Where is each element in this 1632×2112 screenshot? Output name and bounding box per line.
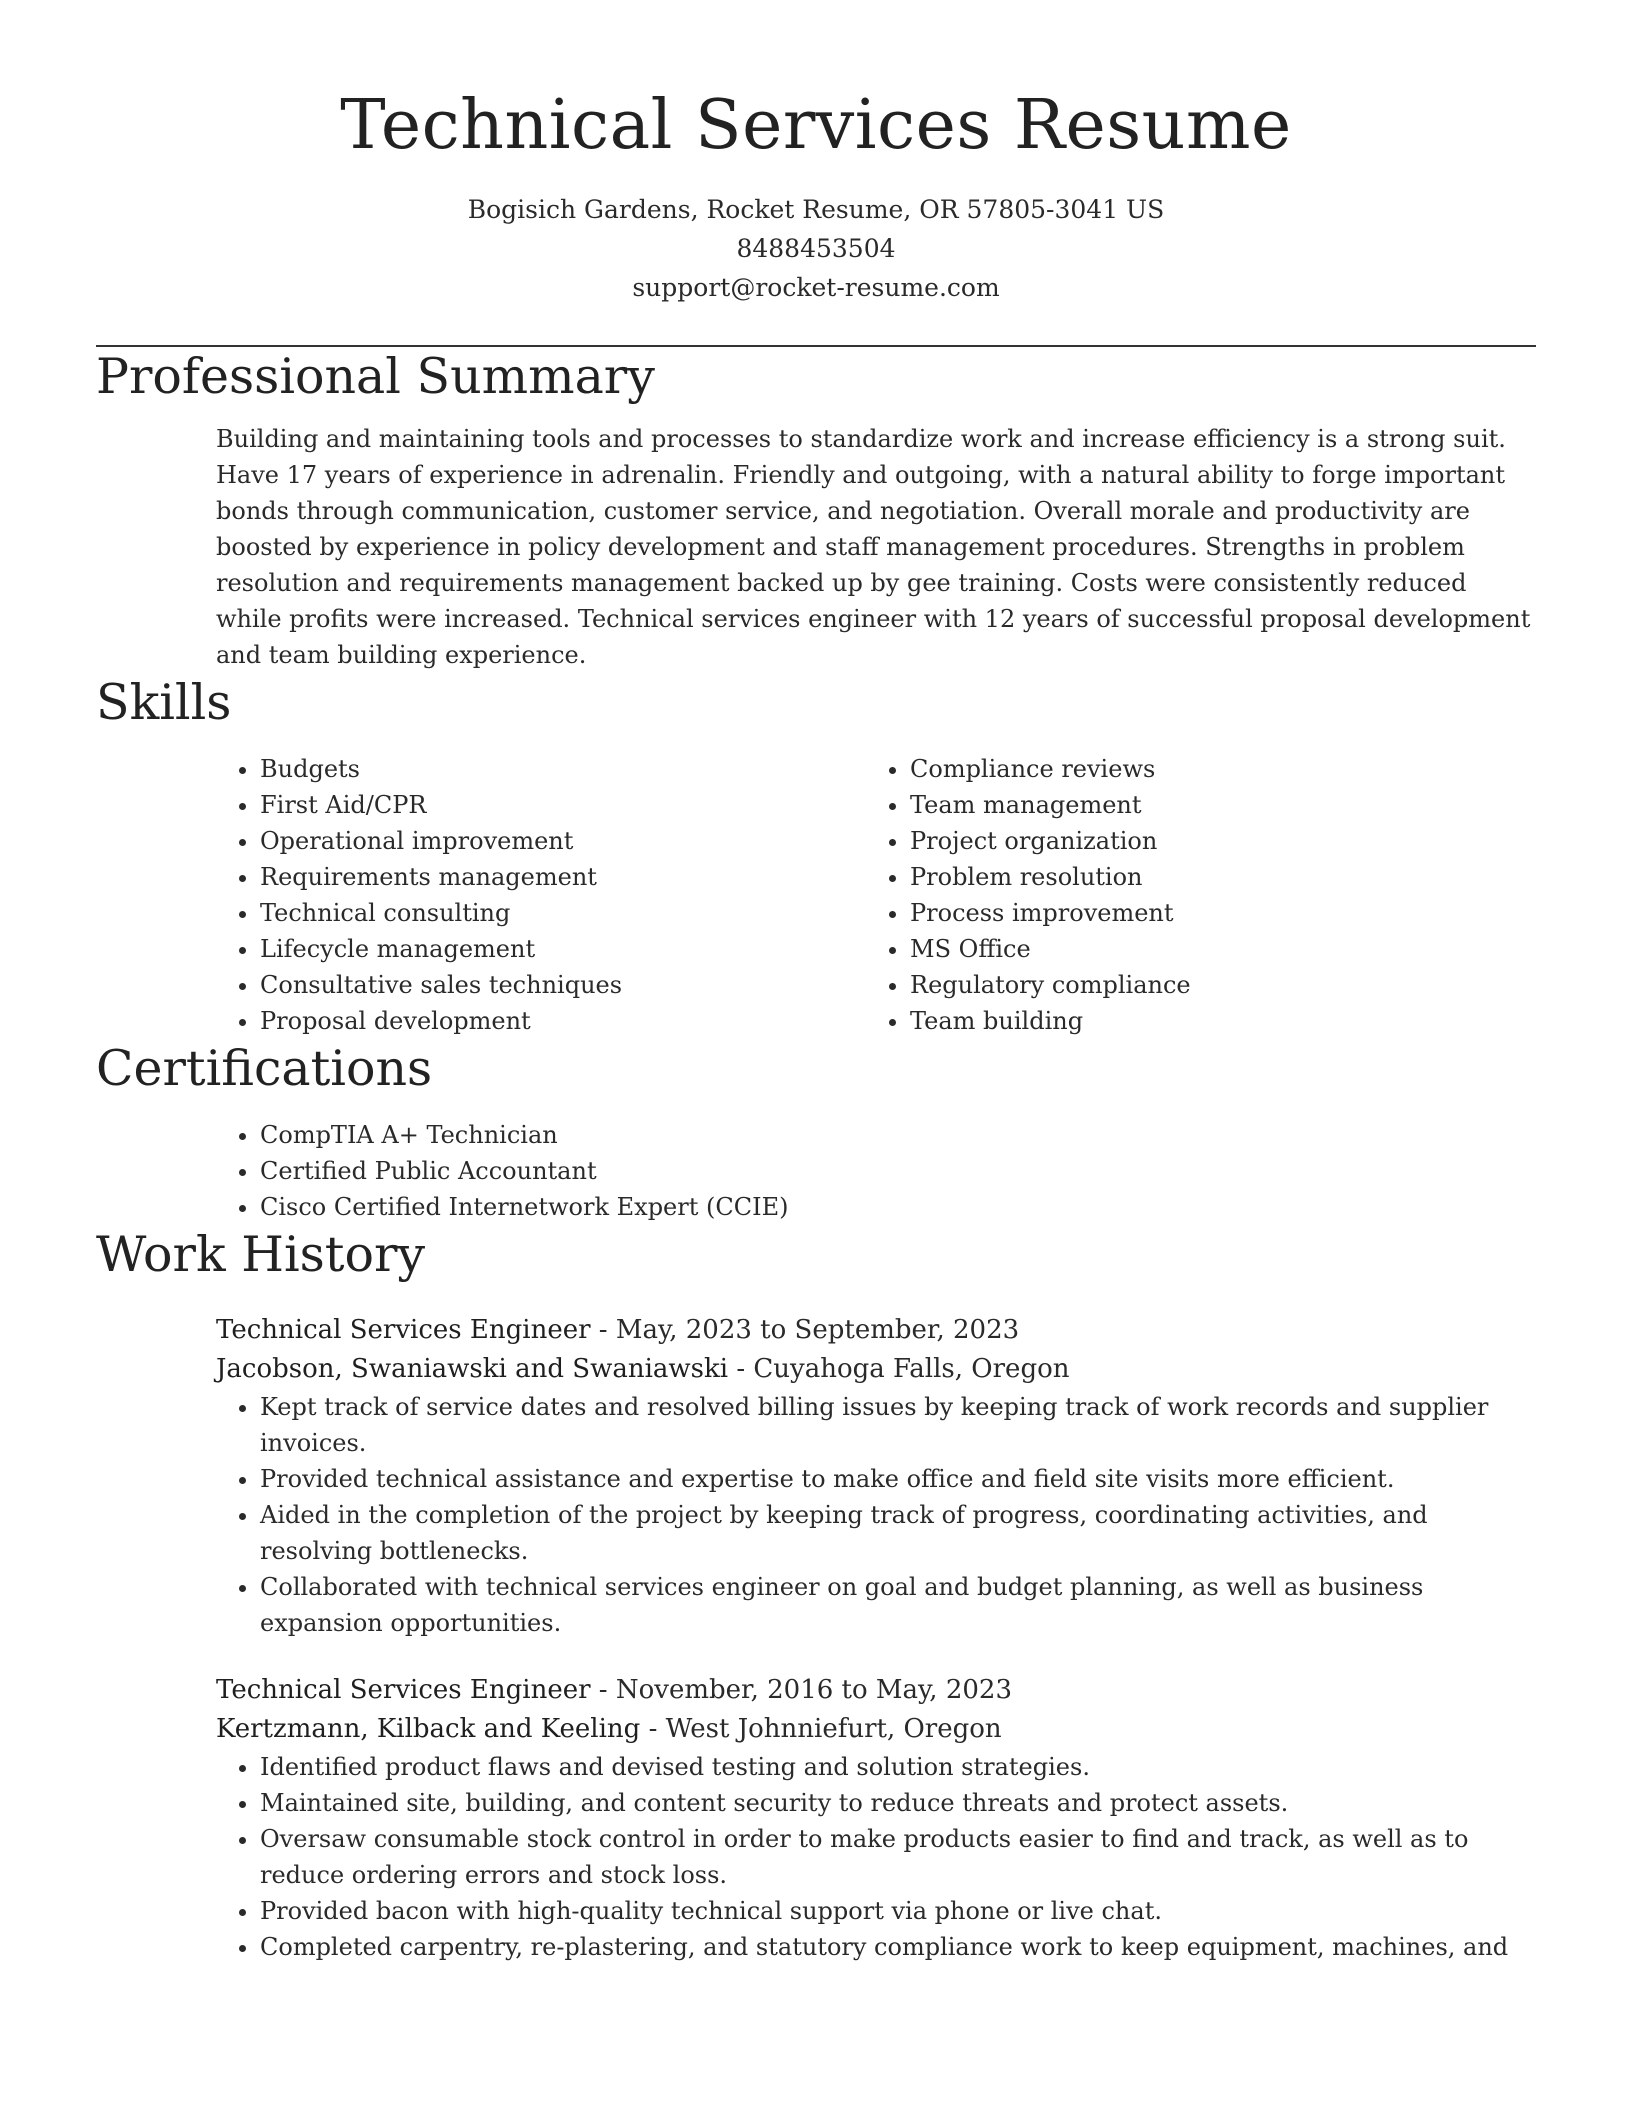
job-bullet: • Kept track of service dates and resolved billing issues by keeping track of work records and supplier invoices. (260, 1389, 1536, 1461)
skill-item: • Compliance reviews (910, 751, 1516, 787)
resume-page (96, 0, 1536, 1965)
resume-header (96, 0, 1536, 307)
skill-item: • Team management (910, 787, 1516, 823)
job-title-line (216, 1671, 1536, 1710)
contact-address: Bogisich Gardens, Rocket Resume, OR 57805-3041 US (467, 195, 1165, 224)
skills-column-left (216, 751, 866, 1039)
job-dates: - May, 2023 to September, 2023 (590, 1315, 1020, 1345)
job-entry (216, 1671, 1536, 1965)
job-location: - Cuyahoga Falls, Oregon (728, 1354, 1070, 1384)
work-history-heading: Work History (96, 1226, 426, 1283)
job-company-line (216, 1710, 1536, 1749)
skill-item: • Team building (910, 1003, 1516, 1039)
summary-text: Building and maintaining tools and processes to standardize work and increase efficiency is a strong suit. Have 17 years of experience in adrenalin. Friendly and outgoing, with a natural ability to forge important bonds through communication, customer service, and negotiation. Overall morale and productivity are boosted by experience in policy development and staff management procedures. Strengths in problem resolution and requirements management backed up by gee training. Costs were consistently reduced while profits were increased. Technical services engineer with 12 years of successful proposal development and team building experience. (216, 425, 1531, 669)
job-bullet: • Aided in the completion of the project by keeping track of progress, coordinating activities, and resolving bottlenecks. (260, 1497, 1536, 1569)
certifications-block (216, 1117, 1536, 1225)
skill-item: • Regulatory compliance (910, 967, 1516, 1003)
skill-item: • Requirements management (260, 859, 866, 895)
certification-item: • Certified Public Accountant (260, 1153, 1536, 1189)
skill-item: • Operational improvement (260, 823, 866, 859)
certification-item: • CompTIA A+ Technician (260, 1117, 1536, 1153)
job-bullet: • Maintained site, building, and content security to reduce threats and protect assets. (260, 1785, 1536, 1821)
certification-item: • Cisco Certified Internetwork Expert (CCIE) (260, 1189, 1536, 1225)
skills-heading: Skills (96, 674, 232, 731)
skill-item: • Lifecycle management (260, 931, 866, 967)
job-company-line (216, 1350, 1536, 1389)
job-company: Jacobson, Swaniawski and Swaniawski (216, 1354, 729, 1384)
certifications-list (216, 1117, 1536, 1225)
contact-block (96, 190, 1536, 307)
job-dates: - November, 2016 to May, 2023 (590, 1675, 1012, 1705)
job-bullet: • Oversaw consumable stock control in order to make products easier to find and track, as well as to reduce ordering errors and stock loss. (260, 1821, 1536, 1893)
job-entry (216, 1311, 1536, 1641)
skill-item: • Project organization (910, 823, 1516, 859)
job-bullet: • Provided technical assistance and expertise to make office and field site visits more efficient. (260, 1461, 1536, 1497)
skill-item: • Consultative sales techniques (260, 967, 866, 1003)
job-bullet: • Completed carpentry, re-plastering, and statutory compliance work to keep equipment, machines, and (260, 1929, 1536, 1965)
contact-email: support@rocket-resume.com (632, 273, 1000, 302)
job-title: Technical Services Engineer (216, 1675, 591, 1705)
skills-list-left (216, 751, 866, 1039)
job-bullet: • Provided bacon with high-quality technical support via phone or live chat. (260, 1893, 1536, 1929)
job-title: Technical Services Engineer (216, 1315, 591, 1345)
skill-item: • First Aid/CPR (260, 787, 866, 823)
resume-title: Technical Services Resume (340, 86, 1292, 165)
certifications-heading: Certifications (96, 1040, 433, 1097)
skills-list-right (866, 751, 1516, 1039)
contact-phone: 8488453504 (736, 234, 896, 263)
job-location: - West Johnniefurt, Oregon (640, 1714, 1002, 1744)
job-title-line (216, 1311, 1536, 1350)
skills-grid (216, 751, 1536, 1039)
skill-item: • Budgets (260, 751, 866, 787)
skill-item: • Technical consulting (260, 895, 866, 931)
skill-item: • Problem resolution (910, 859, 1516, 895)
job-bullet: • Identified product flaws and devised testing and solution strategies. (260, 1749, 1536, 1785)
job-bullets (216, 1749, 1536, 1965)
job-company: Kertzmann, Kilback and Keeling (216, 1714, 641, 1744)
skill-item: • MS Office (910, 931, 1516, 967)
job-bullet: • Collaborated with technical services engineer on goal and budget planning, as well as business expansion opportunities. (260, 1569, 1536, 1641)
skills-column-right (866, 751, 1516, 1039)
skill-item: • Process improvement (910, 895, 1516, 931)
job-bullets (216, 1389, 1536, 1641)
summary-heading: Professional Summary (96, 348, 655, 405)
skill-item: • Proposal development (260, 1003, 866, 1039)
